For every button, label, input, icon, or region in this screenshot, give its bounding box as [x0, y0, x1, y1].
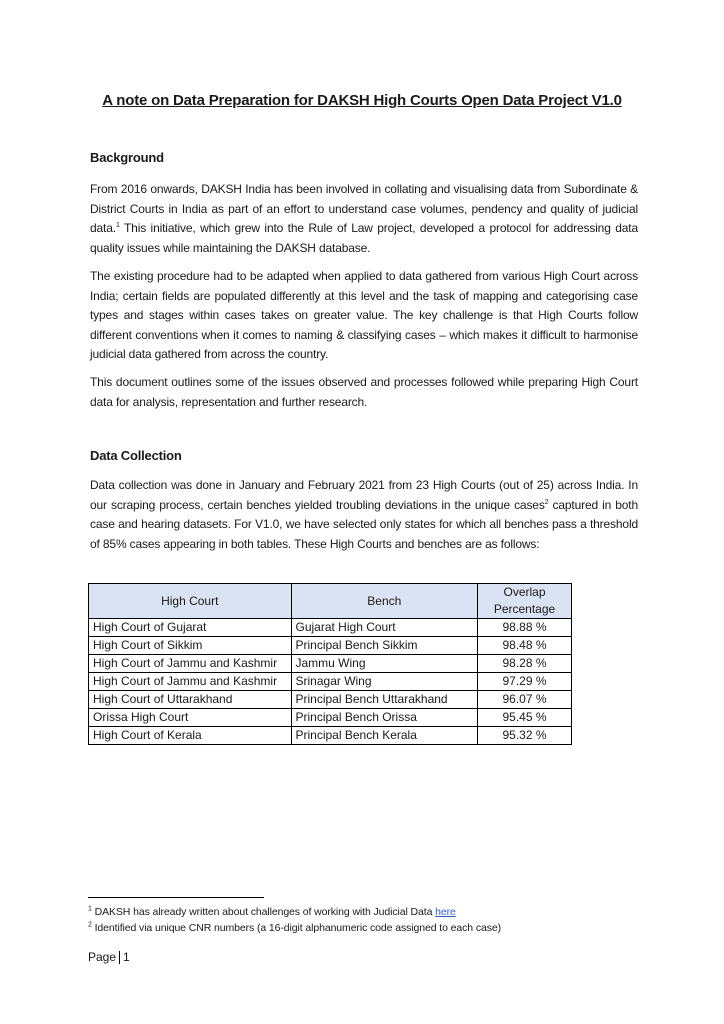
cell-bench: Srinagar Wing: [291, 673, 478, 691]
data-collection-paragraph: [90, 476, 638, 554]
footnote-2: [88, 922, 501, 934]
cell-overlap-percentage: 98.88 %: [478, 619, 572, 637]
cell-bench: Jammu Wing: [291, 655, 478, 673]
cell-bench: Gujarat High Court: [291, 619, 478, 637]
high-courts-table: [88, 583, 572, 745]
cell-high-court: High Court of Kerala: [89, 727, 292, 745]
cell-bench: Principal Bench Uttarakhand: [291, 691, 478, 709]
footnote-separator: [88, 897, 264, 898]
cell-bench: Principal Bench Sikkim: [291, 637, 478, 655]
footnote-2-text: Identified via unique CNR numbers (a 16-digit alphanumeric code assigned to each case): [91, 922, 502, 934]
document-title: A note on Data Preparation for DAKSH High Courts Open Data Project V1.0: [102, 92, 622, 109]
cell-overlap-percentage: 97.29 %: [478, 673, 572, 691]
footnote-1-mark: 1: [88, 905, 92, 913]
cell-high-court: High Court of Gujarat: [89, 619, 292, 637]
table-row: [89, 655, 572, 673]
page-number: 1: [123, 950, 130, 964]
page-separator: [119, 951, 120, 964]
cell-high-court: Orissa High Court: [89, 709, 292, 727]
footnote-2-mark: 2: [88, 921, 92, 929]
column-header-bench: Bench: [291, 584, 478, 619]
cell-high-court: High Court of Sikkim: [89, 637, 292, 655]
cell-overlap-percentage: 98.48 %: [478, 637, 572, 655]
cell-overlap-percentage: 98.28 %: [478, 655, 572, 673]
background-heading: Background: [90, 150, 164, 165]
cell-bench: Principal Bench Orissa: [291, 709, 478, 727]
table-row: [89, 619, 572, 637]
cell-overlap-percentage: 95.45 %: [478, 709, 572, 727]
background-p1-rest: This initiative, which grew into the Rule of Law project, developed a protocol for addressing data quality issues while maintaining the DAKSH database.: [90, 221, 638, 255]
cell-high-court: High Court of Jammu and Kashmir: [89, 673, 292, 691]
table-row: [89, 637, 572, 655]
footnote-1-text: DAKSH has already written about challenges of working with Judicial Data: [91, 906, 436, 918]
data-collection-p1-text: Data collection was done in January and February 2021 from 23 High Courts (out of 25) across India. In our scraping process, certain benches yielded troubling deviations in the unique cases: [90, 478, 638, 512]
column-header-overlap-percentage: Overlap Percentage: [478, 584, 572, 619]
column-header-high-court: High Court: [89, 584, 292, 619]
background-paragraph-1: [90, 180, 638, 258]
table-row: [89, 709, 572, 727]
table-header-row: [89, 584, 572, 619]
footnote-1-link[interactable]: here: [435, 906, 456, 918]
background-paragraph-2: The existing procedure had to be adapted when applied to data gathered from various High Court across India; certain fields are populated differently at this level and the task of mapping and categorising case types and stages within cases takes on greater value. The key challenge is that High Courts follow different conventions when it comes to naming & classifying cases – which makes it difficult to harmonise judicial data gathered from across the country.: [90, 269, 638, 361]
background-p1-text: From 2016 onwards, DAKSH India has been involved in collating and visualising data from Subordinate & District Courts in India as part of an effort to understand case volumes, pendency and quality of judicial data.: [90, 182, 638, 235]
cell-high-court: High Court of Jammu and Kashmir: [89, 655, 292, 673]
background-paragraph-3: This document outlines some of the issues observed and processes followed while preparing High Court data for analysis, representation and further research.: [90, 375, 638, 409]
cell-overlap-percentage: 95.32 %: [478, 727, 572, 745]
page-label: Page: [88, 950, 117, 964]
table-row: [89, 691, 572, 709]
data-collection-p1-rest: captured in both case and hearing datasets. For V1.0, we have selected only states for which all benches pass a threshold of 85% cases appearing in both tables. These High Courts and benches are as follows:: [90, 497, 638, 551]
cell-bench: Principal Bench Kerala: [291, 727, 478, 745]
cell-overlap-percentage: 96.07 %: [478, 691, 572, 709]
data-collection-heading: Data Collection: [90, 448, 182, 463]
footnote-1: [88, 906, 456, 918]
cell-high-court: High Court of Uttarakhand: [89, 691, 292, 709]
table-row: [89, 673, 572, 691]
footnote-ref-1: 1: [115, 222, 120, 229]
page-number-footer: [88, 950, 130, 964]
footnote-ref-2: 2: [544, 498, 549, 506]
table-row: [89, 727, 572, 745]
